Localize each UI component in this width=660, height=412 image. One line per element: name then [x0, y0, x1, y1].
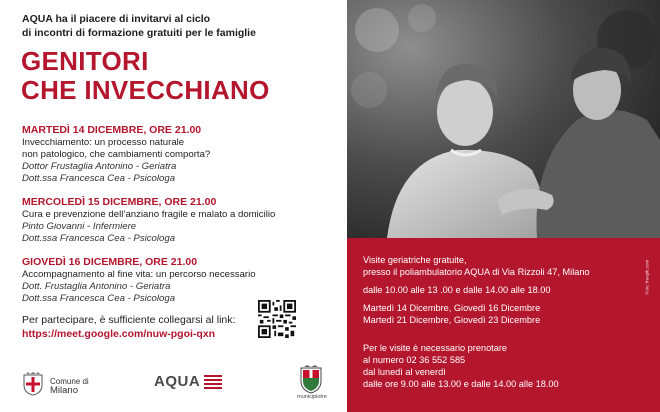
visits-date: Martedì 21 Dicembre, Giovedì 23 Dicembre [363, 315, 541, 325]
visits-line: dalle 10.00 alle 13 .00 e dalle 14.00 alle 18.00 [363, 285, 551, 295]
photo-elderly-woman-with-daughter [347, 0, 660, 238]
visits-line: Visite geriatriche gratuite, [363, 255, 467, 265]
event-speaker: Dott. Frustaglia Antonino - Geriatra [22, 281, 171, 292]
event-date: MARTEDÌ 14 DICEMBRE, ORE 21.00 [22, 124, 202, 136]
milano-crest-icon [22, 372, 44, 396]
municipio-logo-text: municipiotre [297, 394, 327, 400]
title-line: GENITORI [21, 46, 149, 76]
photo-credit-text: Foto: freepik.com [644, 259, 650, 295]
visits-info [363, 254, 590, 326]
visits-line: presso il poliambulatorio AQUA di Via Rizzoli 47, Milano [363, 267, 590, 277]
event-speaker: Dott.ssa Francesca Cea - Psicologa [22, 233, 176, 244]
photo-illustration [347, 0, 660, 238]
event-date: MERCOLEDÌ 15 DICEMBRE, ORE 21.00 [22, 196, 217, 208]
event-topic-line: Invecchiamento: un processo naturale [22, 137, 185, 148]
event-topic-line: Cura e prevenzione dell’anziano fragile e malato a domicilio [22, 209, 276, 220]
event-speaker: Dottor Frustaglia Antonino - Geriatra [22, 161, 177, 172]
event-topic-line: Accompagnamento al fine vita: un percorso necessario [22, 269, 256, 280]
info-panel [347, 238, 660, 412]
municipio-crest-icon [296, 364, 326, 394]
event-speaker: Dott.ssa Francesca Cea - Psicologa [22, 173, 176, 184]
aqua-logo [154, 372, 224, 392]
intro-line: AQUA ha il piacere di invitarvi al ciclo [22, 13, 211, 25]
event-topic [22, 137, 347, 161]
event-speaker: Dott.ssa Francesca Cea - Psicologa [22, 293, 176, 304]
visits-date: Martedì 14 Dicembre, Giovedì 16 Dicembre [363, 303, 541, 313]
event-block [22, 124, 347, 185]
participate-section [22, 313, 235, 341]
event-block [22, 256, 347, 305]
milano-logo-text [50, 377, 89, 395]
meeting-link[interactable]: https://meet.google.com/nuw-pgoi-qxn [22, 328, 216, 340]
intro-text [22, 12, 342, 40]
booking-line: al numero 02 36 552 585 [363, 355, 466, 365]
booking-info [363, 342, 559, 390]
event-speaker: Pinto Giovanni - Infermiere [22, 221, 137, 232]
event-block [22, 196, 347, 245]
milano-logo-small: Comune di [50, 377, 89, 386]
event-date: GIOVEDÌ 16 DICEMBRE, ORE 21.00 [22, 256, 198, 268]
photo-credit [643, 256, 651, 296]
participate-text: Per partecipare, è sufficiente collegarsi al link: [22, 314, 236, 326]
booking-line: Per le visite è necessario prenotare [363, 343, 508, 353]
milano-logo-big: Milano [50, 385, 78, 396]
comune-milano-logo [22, 372, 102, 398]
aqua-bars-icon [204, 375, 222, 389]
title-line: CHE INVECCHIANO [21, 75, 270, 105]
page-title [21, 47, 270, 105]
municipio-tre-logo [296, 364, 326, 402]
event-topic [22, 209, 347, 221]
event-topic-line: non patologico, che cambiamenti comporta? [22, 149, 211, 160]
intro-line: di incontri di formazione gratuiti per le famiglie [22, 27, 256, 39]
aqua-logo-text: AQUA [154, 373, 201, 390]
booking-line: dalle ore 9.00 alle 13.00 e dalle 14.00 alle 18.00 [363, 379, 559, 389]
qr-code-icon[interactable] [258, 300, 296, 338]
event-topic [22, 269, 347, 281]
booking-line: dal lunedì al venerdì [363, 367, 446, 377]
